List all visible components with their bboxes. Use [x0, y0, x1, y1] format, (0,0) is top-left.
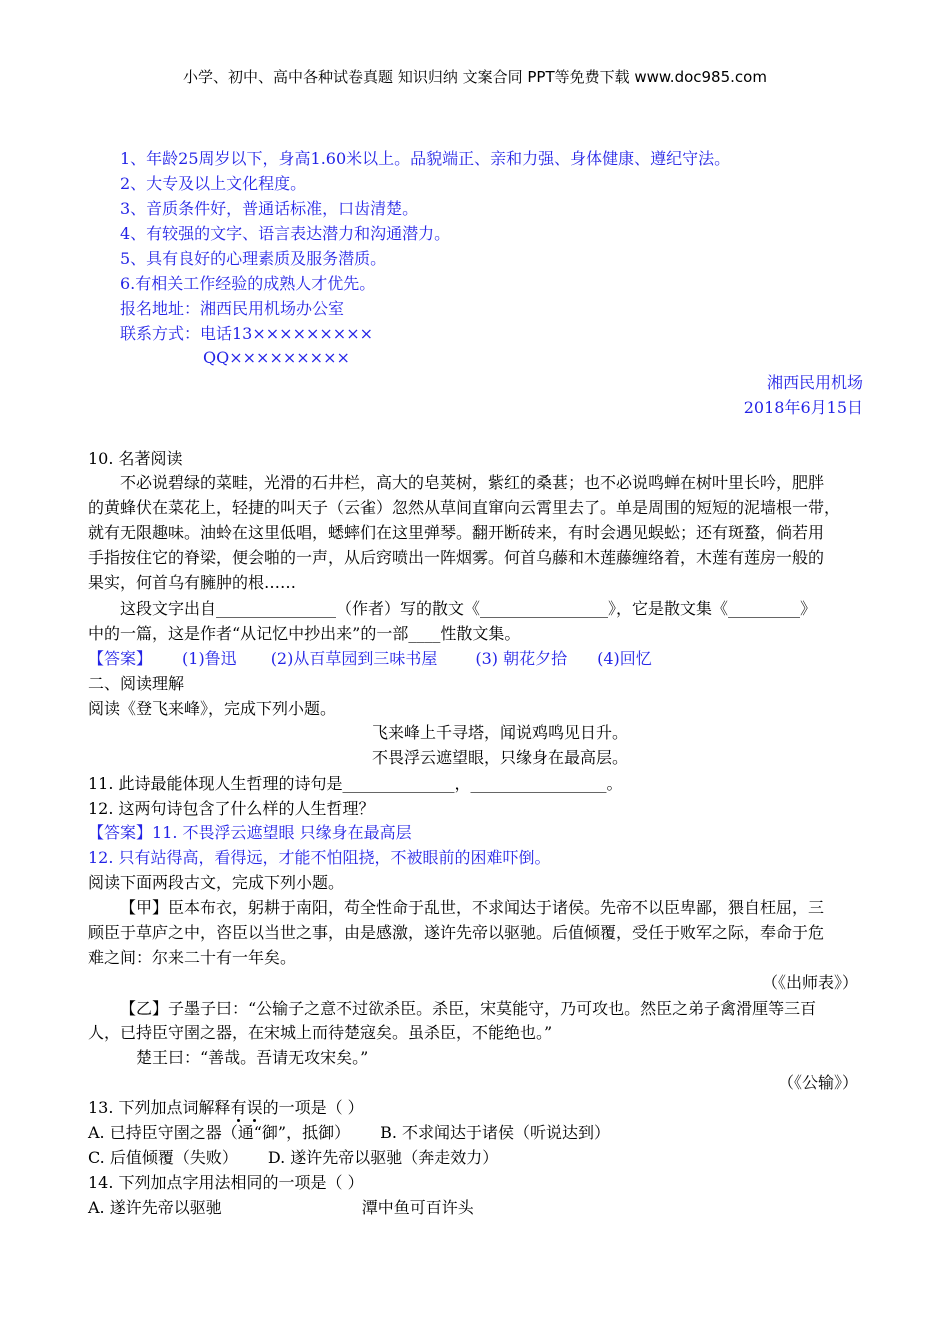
classical-intro: 阅读下面两段古文，完成下列小题。 [88, 873, 345, 892]
q13-dotted-char: 误 [246, 1098, 263, 1117]
notice-signature: 湘西民用机场 [766, 373, 863, 392]
poem-line-2: 不畏浮云遮望眼，只缘身在最高层。 [372, 748, 629, 767]
q10-passage-line: 不必说碧绿的菜畦，光滑的石井栏，高大的皂荚树，紫红的桑葚；也不必说鸣蝉在树叶里长吟，肥胖 [120, 473, 825, 492]
q14: 14. 下列加点字用法相同的一项是（ ） [88, 1173, 364, 1192]
q14-option-a-text: A. 遂许先帝以驱驰 [88, 1198, 222, 1217]
q10-question-line2: 中的一篇，这是作者“从记忆中抄出来”的一部____性散文集。 [88, 624, 521, 643]
q10-passage-line: 就有无限趣味。油蛉在这里低唱，蟋蟀们在这里弹琴。翻开断砖来，有时会遇见蜈蚣；还有斑蝥，倘若用 [88, 523, 825, 542]
notice-contact-qq: QQ××××××××× [203, 348, 350, 367]
q10-title: 10. 名著阅读 [88, 449, 183, 468]
q10-passage-line: 手指按住它的脊梁，便会啪的一声，从后窍喷出一阵烟雾。何首乌藤和木莲藤缠络着，木莲有莲房一般的 [88, 548, 825, 567]
yi-line: 人，已持臣守圉之器，在宋城上而待楚寇矣。虽杀臣，不能绝也。” [88, 1023, 553, 1042]
answer-2: (2)从百草园到三味书屋 [270, 649, 438, 668]
notice-date: 2018年6月15日 [743, 398, 863, 417]
answer-11-text: 11. 不畏浮云遮望眼 只缘身在最高层 [152, 823, 412, 842]
poem-line-1: 飞来峰上千寻塔，闻说鸡鸣见日升。 [372, 723, 629, 742]
q13-option-c: C. 后值倾覆（失败） [88, 1148, 238, 1167]
q13-option-b: B. 不求闻达于诸侯（听说达到） [380, 1123, 611, 1142]
page-header: 小学、初中、高中各种试卷真题 知识归纳 文案合同 PPT等免费下载 www.doc985.com [183, 68, 767, 86]
q10-answer [88, 646, 868, 671]
jia-line: 【甲】臣本布衣，躬耕于南阳，苟全性命于乱世，不求闻达于诸侯。先帝不以臣卑鄙，猥自枉屈，三 [120, 898, 825, 917]
q13-options-ab [88, 1120, 868, 1145]
jia-source: （《出师表》） [761, 973, 858, 992]
jia-line: 难之间：尔来二十有一年矣。 [88, 948, 297, 967]
answer-1: (1)鲁迅 [182, 649, 237, 668]
q14-option-a [88, 1195, 868, 1220]
q12: 12. 这两句诗包含了什么样的人生哲理？ [88, 799, 375, 818]
q13-option-d: D. 遂许先帝以驱驰（奔走效力） [267, 1148, 499, 1167]
yi-king: 楚王曰：“善哉。吾请无攻宋矣。” [136, 1048, 369, 1067]
q13-pre: 13. 下列加点词解释 [88, 1098, 231, 1117]
q12-answer: 12. 只有站得高，看得远，才能不怕阻挠，不被眼前的困难吓倒。 [88, 848, 551, 867]
q10-passage-line: 果实，何首乌有臃肿的根…… [88, 573, 297, 592]
q13-option-a: A. 已持臣守圉之器（通“御”，抵御） [88, 1123, 351, 1142]
answer-4: (4)回忆 [597, 649, 652, 668]
q14-option-a-compare: 潭中鱼可百许头 [361, 1198, 474, 1217]
notice-address: 报名地址：湘西民用机场办公室 [120, 299, 345, 318]
answer-label: 【答案】 [88, 649, 153, 668]
notice-item-4: 4、有较强的文字、语言表达潜力和沟通潜力。 [120, 224, 451, 243]
q10-passage-line: 的黄蜂伏在菜花上，轻捷的叫天子（云雀）忽然从草间直窜向云霄里去了。单是周围的短短的泥墙根一带， [88, 498, 841, 517]
yi-source: （《公输》） [777, 1073, 858, 1092]
q10-question-line1: 这段文字出自_______________（作者）写的散文《________________》，它是散文集《_________》 [120, 599, 817, 618]
q11-answer [88, 820, 868, 845]
q13 [88, 1095, 868, 1120]
notice-item-5: 5、具有良好的心理素质及服务潜质。 [120, 249, 387, 268]
q13-options-cd [88, 1145, 868, 1170]
poem-intro: 阅读《登飞来峰》，完成下列小题。 [88, 699, 337, 718]
q13-post: 的一项是（ ） [262, 1098, 364, 1117]
notice-item-2: 2、大专及以上文化程度。 [120, 174, 307, 193]
yi-line: 【乙】子墨子曰：“公输子之意不过欲杀臣。杀臣，宋莫能守，乃可攻也。然臣之弟子禽滑厘等三百 [120, 999, 817, 1018]
q11: 11. 此诗最能体现人生哲理的诗句是______________，_________________。 [88, 774, 623, 793]
q13-dotted-char: 有 [230, 1098, 247, 1117]
section2-title: 二、阅读理解 [88, 674, 185, 693]
notice-item-1: 1、年龄25周岁以下，身高1.60米以上。品貌端正、亲和力强、身体健康、遵纪守法。 [120, 149, 731, 168]
notice-item-6: 6.有相关工作经验的成熟人才优先。 [120, 274, 376, 293]
jia-line: 顾臣于草庐之中，咨臣以当世之事，由是感激，遂许先帝以驱驰。后值倾覆，受任于败军之际，奉命于危 [88, 923, 825, 942]
answer-label: 【答案】 [88, 823, 153, 842]
notice-item-3: 3、音质条件好，普通话标准，口齿清楚。 [120, 199, 419, 218]
answer-3: (3) 朝花夕拾 [475, 649, 568, 668]
notice-contact-phone: 联系方式：电话13××××××××× [120, 324, 374, 343]
